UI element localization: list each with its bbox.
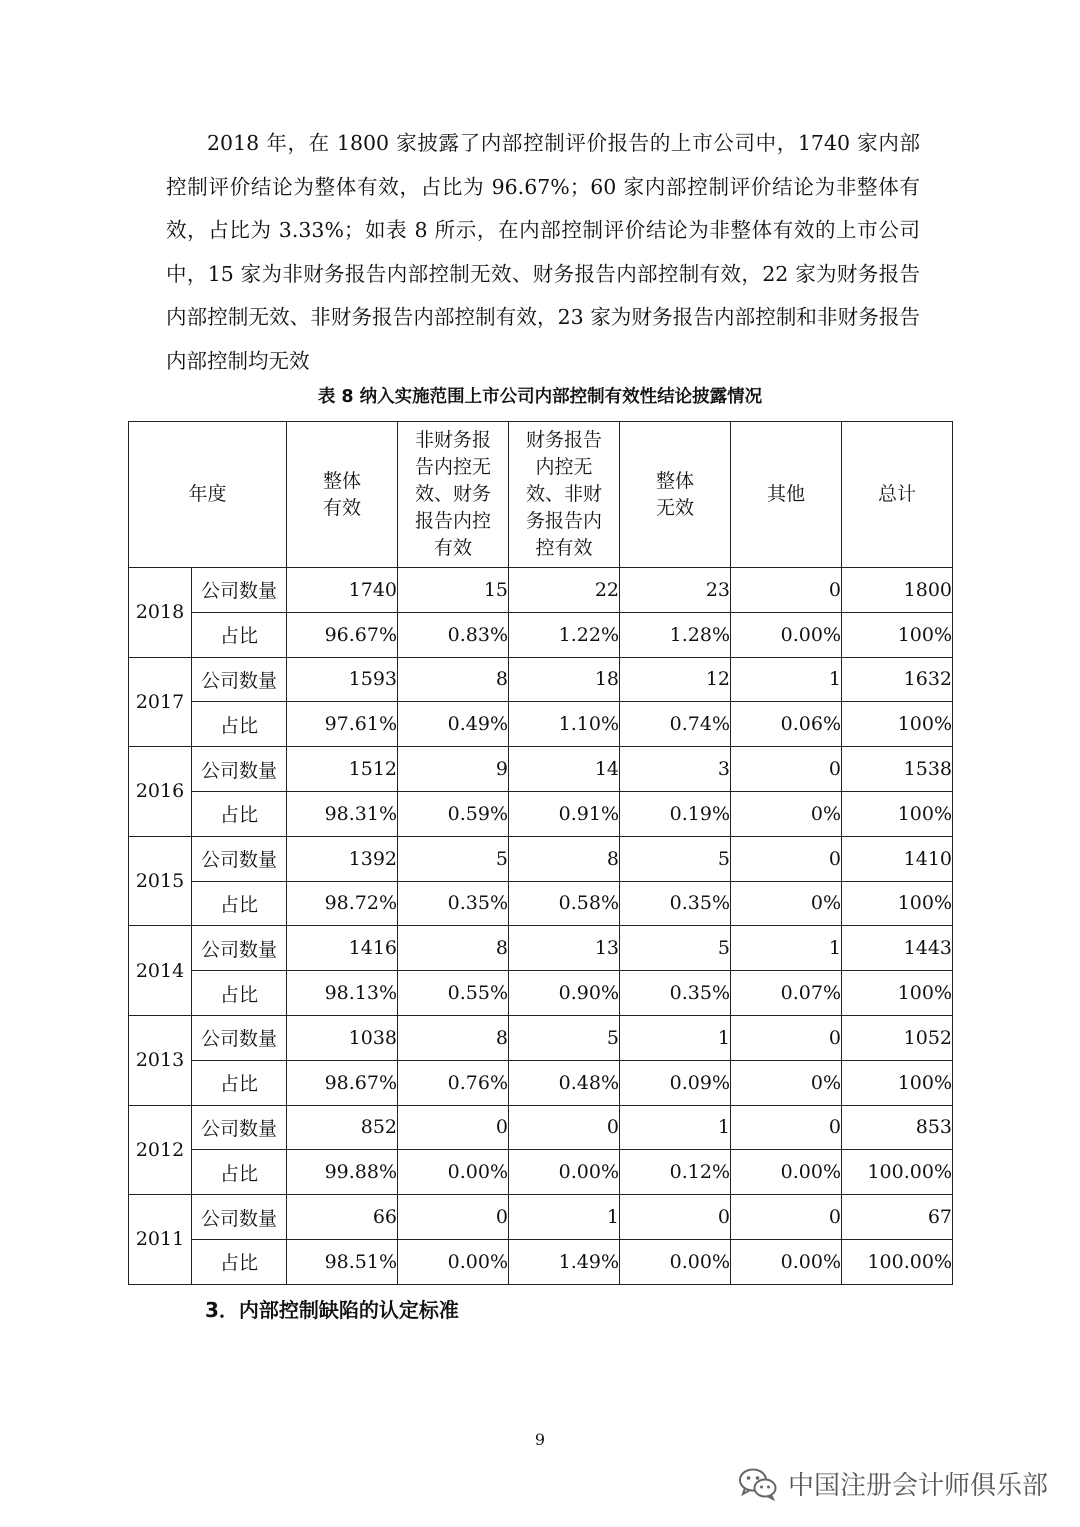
count-cell: 1632 — [842, 657, 953, 702]
row-label: 占比 — [192, 1060, 287, 1105]
ratio-cell: 100% — [842, 702, 953, 747]
ratio-cell: 0.35% — [620, 881, 731, 926]
count-cell: 0 — [620, 1195, 731, 1240]
body-paragraph: 2018 年，在 1800 家披露了内部控制评价报告的上市公司中，1740 家内部控制评价结论为整体有效，占比为 96.67%；60 家内部控制评价结论为非整体有效，占比为 3.33%；如表 8 所示，在内部控制评价结论为非整体有效的上市公司中，15 家为非财务报告内部控制无效、财务报告内部控制有效，22 家为财务报告内部控制无效、非财务报告内部控制有效，23 家为财务报告内部控制和非财务报告内部控制均无效 — [166, 131, 920, 373]
ratio-cell: 0.90% — [509, 971, 620, 1016]
count-cell: 0 — [509, 1105, 620, 1150]
ratio-cell: 0.00% — [731, 612, 842, 657]
ratio-cell: 0.91% — [509, 791, 620, 836]
page-number: 9 — [534, 1430, 546, 1449]
count-cell: 1052 — [842, 1015, 953, 1060]
ratio-cell: 0.74% — [620, 702, 731, 747]
ratio-cell: 100% — [842, 791, 953, 836]
year-cell: 2012 — [129, 1105, 192, 1195]
count-cell: 1538 — [842, 747, 953, 792]
row-label: 公司数量 — [192, 1105, 287, 1150]
table-row — [129, 1195, 953, 1240]
row-label: 公司数量 — [192, 926, 287, 971]
count-cell: 15 — [398, 568, 509, 613]
watermark — [738, 1465, 1048, 1502]
table-row — [129, 791, 953, 836]
count-cell: 1 — [620, 1105, 731, 1150]
table-row — [129, 1015, 953, 1060]
row-label: 占比 — [192, 1239, 287, 1284]
header-row — [129, 422, 953, 568]
ratio-cell: 98.67% — [287, 1060, 398, 1105]
table-row — [129, 657, 953, 702]
count-cell: 1443 — [842, 926, 953, 971]
table-row — [129, 881, 953, 926]
count-cell: 1416 — [287, 926, 398, 971]
count-cell: 1512 — [287, 747, 398, 792]
ratio-cell: 99.88% — [287, 1150, 398, 1195]
ratio-cell: 0.58% — [509, 881, 620, 926]
ratio-cell: 0.76% — [398, 1060, 509, 1105]
effectiveness-table — [128, 421, 953, 1285]
count-cell: 1 — [731, 926, 842, 971]
year-cell: 2018 — [129, 568, 192, 658]
ratio-cell: 98.72% — [287, 881, 398, 926]
row-label: 公司数量 — [192, 836, 287, 881]
ratio-cell: 100.00% — [842, 1150, 953, 1195]
year-cell: 2013 — [129, 1015, 192, 1105]
row-label: 公司数量 — [192, 1195, 287, 1240]
watermark-text: 中国注册会计师俱乐部 — [787, 1471, 1048, 1501]
ratio-cell: 0.35% — [398, 881, 509, 926]
year-cell: 2015 — [129, 836, 192, 926]
header-cell: 整体无效 — [620, 422, 731, 568]
ratio-cell: 0.00% — [509, 1150, 620, 1195]
row-label: 占比 — [192, 612, 287, 657]
count-cell: 14 — [509, 747, 620, 792]
section-heading: 3．内部控制缺陷的认定标准 — [205, 1298, 459, 1322]
year-cell: 2016 — [129, 747, 192, 837]
count-cell: 5 — [620, 836, 731, 881]
count-cell: 8 — [509, 836, 620, 881]
ratio-cell: 100% — [842, 1060, 953, 1105]
count-cell: 1038 — [287, 1015, 398, 1060]
table-row — [129, 1060, 953, 1105]
ratio-cell: 98.13% — [287, 971, 398, 1016]
count-cell: 1593 — [287, 657, 398, 702]
year-cell: 2011 — [129, 1195, 192, 1285]
year-cell: 2017 — [129, 657, 192, 747]
count-cell: 18 — [509, 657, 620, 702]
ratio-cell: 96.67% — [287, 612, 398, 657]
ratio-cell: 0% — [731, 881, 842, 926]
header-cell: 总计 — [842, 422, 953, 568]
table-caption: 表 8 纳入实施范围上市公司内部控制有效性结论披露情况 — [317, 387, 763, 407]
row-label: 公司数量 — [192, 747, 287, 792]
count-cell: 0 — [731, 836, 842, 881]
count-cell: 1 — [620, 1015, 731, 1060]
ratio-cell: 100.00% — [842, 1239, 953, 1284]
row-label: 公司数量 — [192, 1015, 287, 1060]
ratio-cell: 0.83% — [398, 612, 509, 657]
table-row — [129, 836, 953, 881]
ratio-cell: 0.09% — [620, 1060, 731, 1105]
count-cell: 8 — [398, 1015, 509, 1060]
ratio-cell: 0.00% — [398, 1239, 509, 1284]
table-row — [129, 926, 953, 971]
count-cell: 13 — [509, 926, 620, 971]
count-cell: 66 — [287, 1195, 398, 1240]
header-cell: 整体有效 — [287, 422, 398, 568]
table-body — [129, 568, 953, 1285]
count-cell: 0 — [731, 1195, 842, 1240]
count-cell: 1392 — [287, 836, 398, 881]
ratio-cell: 98.51% — [287, 1239, 398, 1284]
table-row — [129, 971, 953, 1016]
count-cell: 5 — [620, 926, 731, 971]
ratio-cell: 0.06% — [731, 702, 842, 747]
ratio-cell: 0.00% — [620, 1239, 731, 1284]
ratio-cell: 0.19% — [620, 791, 731, 836]
table-row — [129, 1239, 953, 1284]
table-row — [129, 1105, 953, 1150]
ratio-cell: 0.07% — [731, 971, 842, 1016]
table-row — [129, 747, 953, 792]
row-label: 占比 — [192, 702, 287, 747]
ratio-cell: 0.48% — [509, 1060, 620, 1105]
ratio-cell: 0.00% — [398, 1150, 509, 1195]
ratio-cell: 0.12% — [620, 1150, 731, 1195]
ratio-cell: 0.59% — [398, 791, 509, 836]
count-cell: 12 — [620, 657, 731, 702]
row-label: 占比 — [192, 881, 287, 926]
ratio-cell: 0% — [731, 1060, 842, 1105]
count-cell: 67 — [842, 1195, 953, 1240]
table-row — [129, 1150, 953, 1195]
ratio-cell: 98.31% — [287, 791, 398, 836]
header-cell: 非财务报告内控无效、财务报告内控有效 — [398, 422, 509, 568]
table-row — [129, 702, 953, 747]
count-cell: 1740 — [287, 568, 398, 613]
row-label: 占比 — [192, 791, 287, 836]
year-cell: 2014 — [129, 926, 192, 1016]
ratio-cell: 0.49% — [398, 702, 509, 747]
count-cell: 0 — [398, 1105, 509, 1150]
ratio-cell: 0.55% — [398, 971, 509, 1016]
ratio-cell: 0% — [731, 791, 842, 836]
ratio-cell: 1.49% — [509, 1239, 620, 1284]
count-cell: 1 — [731, 657, 842, 702]
count-cell: 23 — [620, 568, 731, 613]
count-cell: 0 — [731, 568, 842, 613]
count-cell: 0 — [398, 1195, 509, 1240]
wechat-icon — [738, 1467, 778, 1501]
count-cell: 1 — [509, 1195, 620, 1240]
ratio-cell: 0.00% — [731, 1239, 842, 1284]
header-cell: 年度 — [129, 422, 287, 568]
ratio-cell: 100% — [842, 612, 953, 657]
ratio-cell: 1.10% — [509, 702, 620, 747]
row-label: 占比 — [192, 971, 287, 1016]
ratio-cell: 1.28% — [620, 612, 731, 657]
count-cell: 5 — [509, 1015, 620, 1060]
count-cell: 5 — [398, 836, 509, 881]
count-cell: 0 — [731, 1015, 842, 1060]
table-row — [129, 568, 953, 613]
row-label: 占比 — [192, 1150, 287, 1195]
count-cell: 8 — [398, 926, 509, 971]
count-cell: 853 — [842, 1105, 953, 1150]
header-cell: 其他 — [731, 422, 842, 568]
ratio-cell: 0.00% — [731, 1150, 842, 1195]
ratio-cell: 97.61% — [287, 702, 398, 747]
row-label: 公司数量 — [192, 657, 287, 702]
count-cell: 1410 — [842, 836, 953, 881]
ratio-cell: 100% — [842, 971, 953, 1016]
count-cell: 22 — [509, 568, 620, 613]
ratio-cell: 100% — [842, 881, 953, 926]
ratio-cell: 1.22% — [509, 612, 620, 657]
row-label: 公司数量 — [192, 568, 287, 613]
count-cell: 1800 — [842, 568, 953, 613]
count-cell: 8 — [398, 657, 509, 702]
count-cell: 3 — [620, 747, 731, 792]
count-cell: 9 — [398, 747, 509, 792]
table-row — [129, 612, 953, 657]
ratio-cell: 0.35% — [620, 971, 731, 1016]
header-cell: 财务报告内控无效、非财务报告内控有效 — [509, 422, 620, 568]
count-cell: 852 — [287, 1105, 398, 1150]
count-cell: 0 — [731, 1105, 842, 1150]
count-cell: 0 — [731, 747, 842, 792]
